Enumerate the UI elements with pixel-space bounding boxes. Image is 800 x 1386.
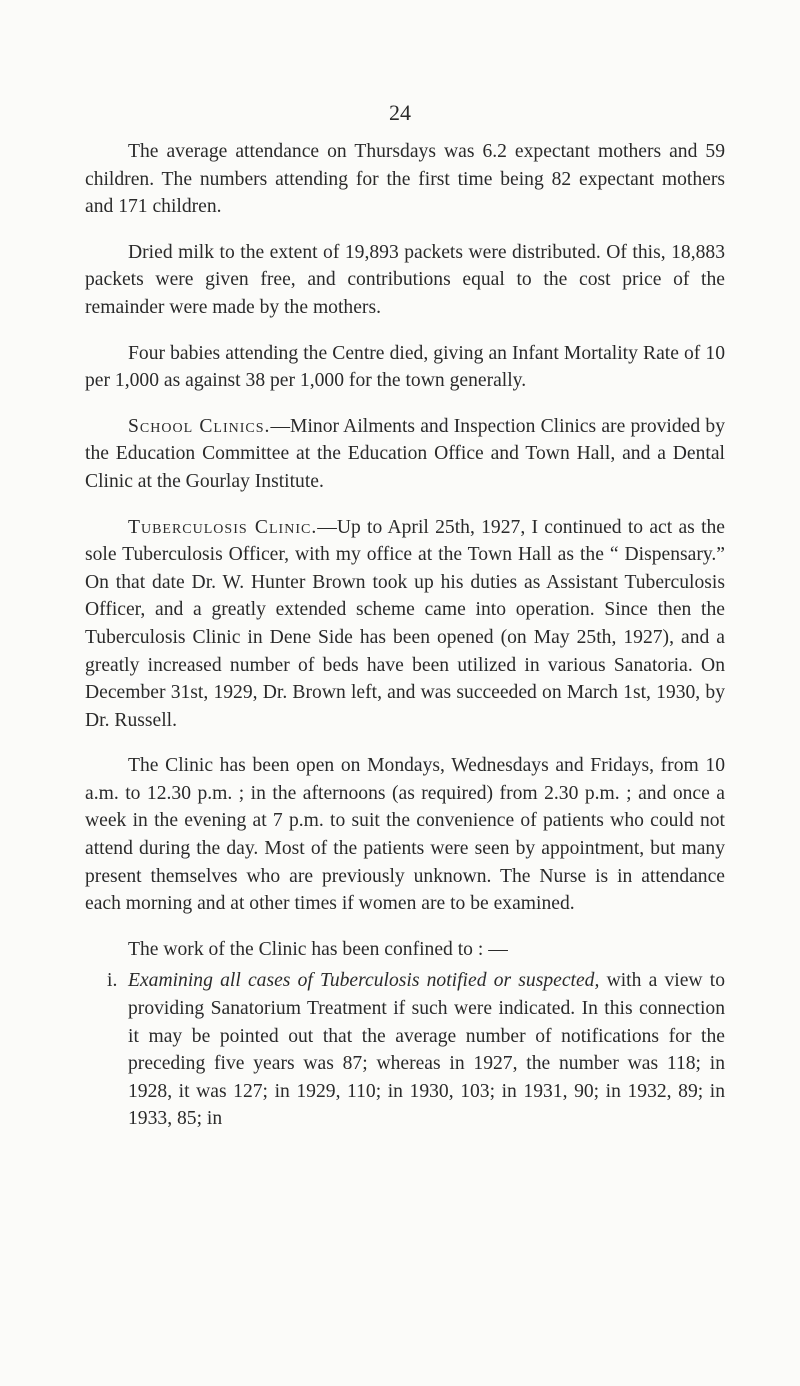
list-item xyxy=(85,967,725,1133)
list-marker: i. xyxy=(107,970,118,992)
list-item-italic: Examining all cases of Tuberculosis notified or suspected, xyxy=(128,970,600,992)
paragraph-clinic-hours: The Clinic has been open on Mondays, Wednesdays and Fridays, from 10 a.m. to 12.30 p.m. ; in the afternoons (as required) from 2.30 p.m. ; and once a week in the evening at 7 p.m. to suit the convenience of patients who could not attend during the day. Most of the patients were seen by appointment, but many present themselves who are previously unknown. The Nurse is in attendance each morning and at other times if women are to be examined. xyxy=(85,755,725,915)
paragraph-school-clinics xyxy=(85,413,725,496)
page-number: 24 xyxy=(389,100,411,125)
school-clinics-heading: School Clinics. xyxy=(128,415,271,437)
tuberculosis-clinic-heading: Tuberculosis Clinic. xyxy=(128,516,318,538)
paragraph-tuberculosis-clinic xyxy=(85,514,725,735)
tuberculosis-clinic-text: —Up to April 25th, 1927, I continued to act as the sole Tuberculosis Officer, with my office at the Town Hall as the “ Dispensary.” On that date Dr. W. Hunter Brown took up his duties as Assistant Tuberculosis Officer, and a greatly extended scheme came into operation. Since then the Tuberculosis Clinic in Dene Side has been opened (on May 25th, 1927), and a greatly increased number of beds have been utilized in various Sanatoria. On December 31st, 1929, Dr. Brown left, and was succeeded on March 1st, 1930, by Dr. Russell. xyxy=(85,516,726,731)
document-body xyxy=(85,138,725,1133)
paragraph-infant-mortality: Four babies attending the Centre died, giving an Infant Mortality Rate of 10 per 1,000 as against 38 per 1,000 for the town generally. xyxy=(85,342,725,392)
paragraph-dried-milk: Dried milk to the extent of 19,893 packets were distributed. Of this, 18,883 packets were given free, and contributions equal to the cost price of the remainder were made by the mothers. xyxy=(85,241,725,318)
paragraph-attendance: The average attendance on Thursdays was 6.2 expectant mothers and 59 children. The numbers attending for the first time being 82 expectant mothers and 171 children. xyxy=(85,141,725,218)
paragraph-work-intro: The work of the Clinic has been confined to : — xyxy=(128,938,508,960)
list-item-text: with a view to providing Sanatorium Treatment if such were indicated. In this connection it may be pointed out that the average number of notifications for the preceding five years was 87; whereas in 1927, the number was 118; in 1928, it was 127; in 1929, 110; in 1930, 103; in 1931, 90; in 1932, 89; in 1933, 85; in xyxy=(128,970,725,1130)
school-clinics-text: —Minor Ailments and Inspection Clinics are provided by the Education Committee at the Education Office and Town Hall, and a Dental Clinic at the Gourlay Institute. xyxy=(85,415,725,492)
